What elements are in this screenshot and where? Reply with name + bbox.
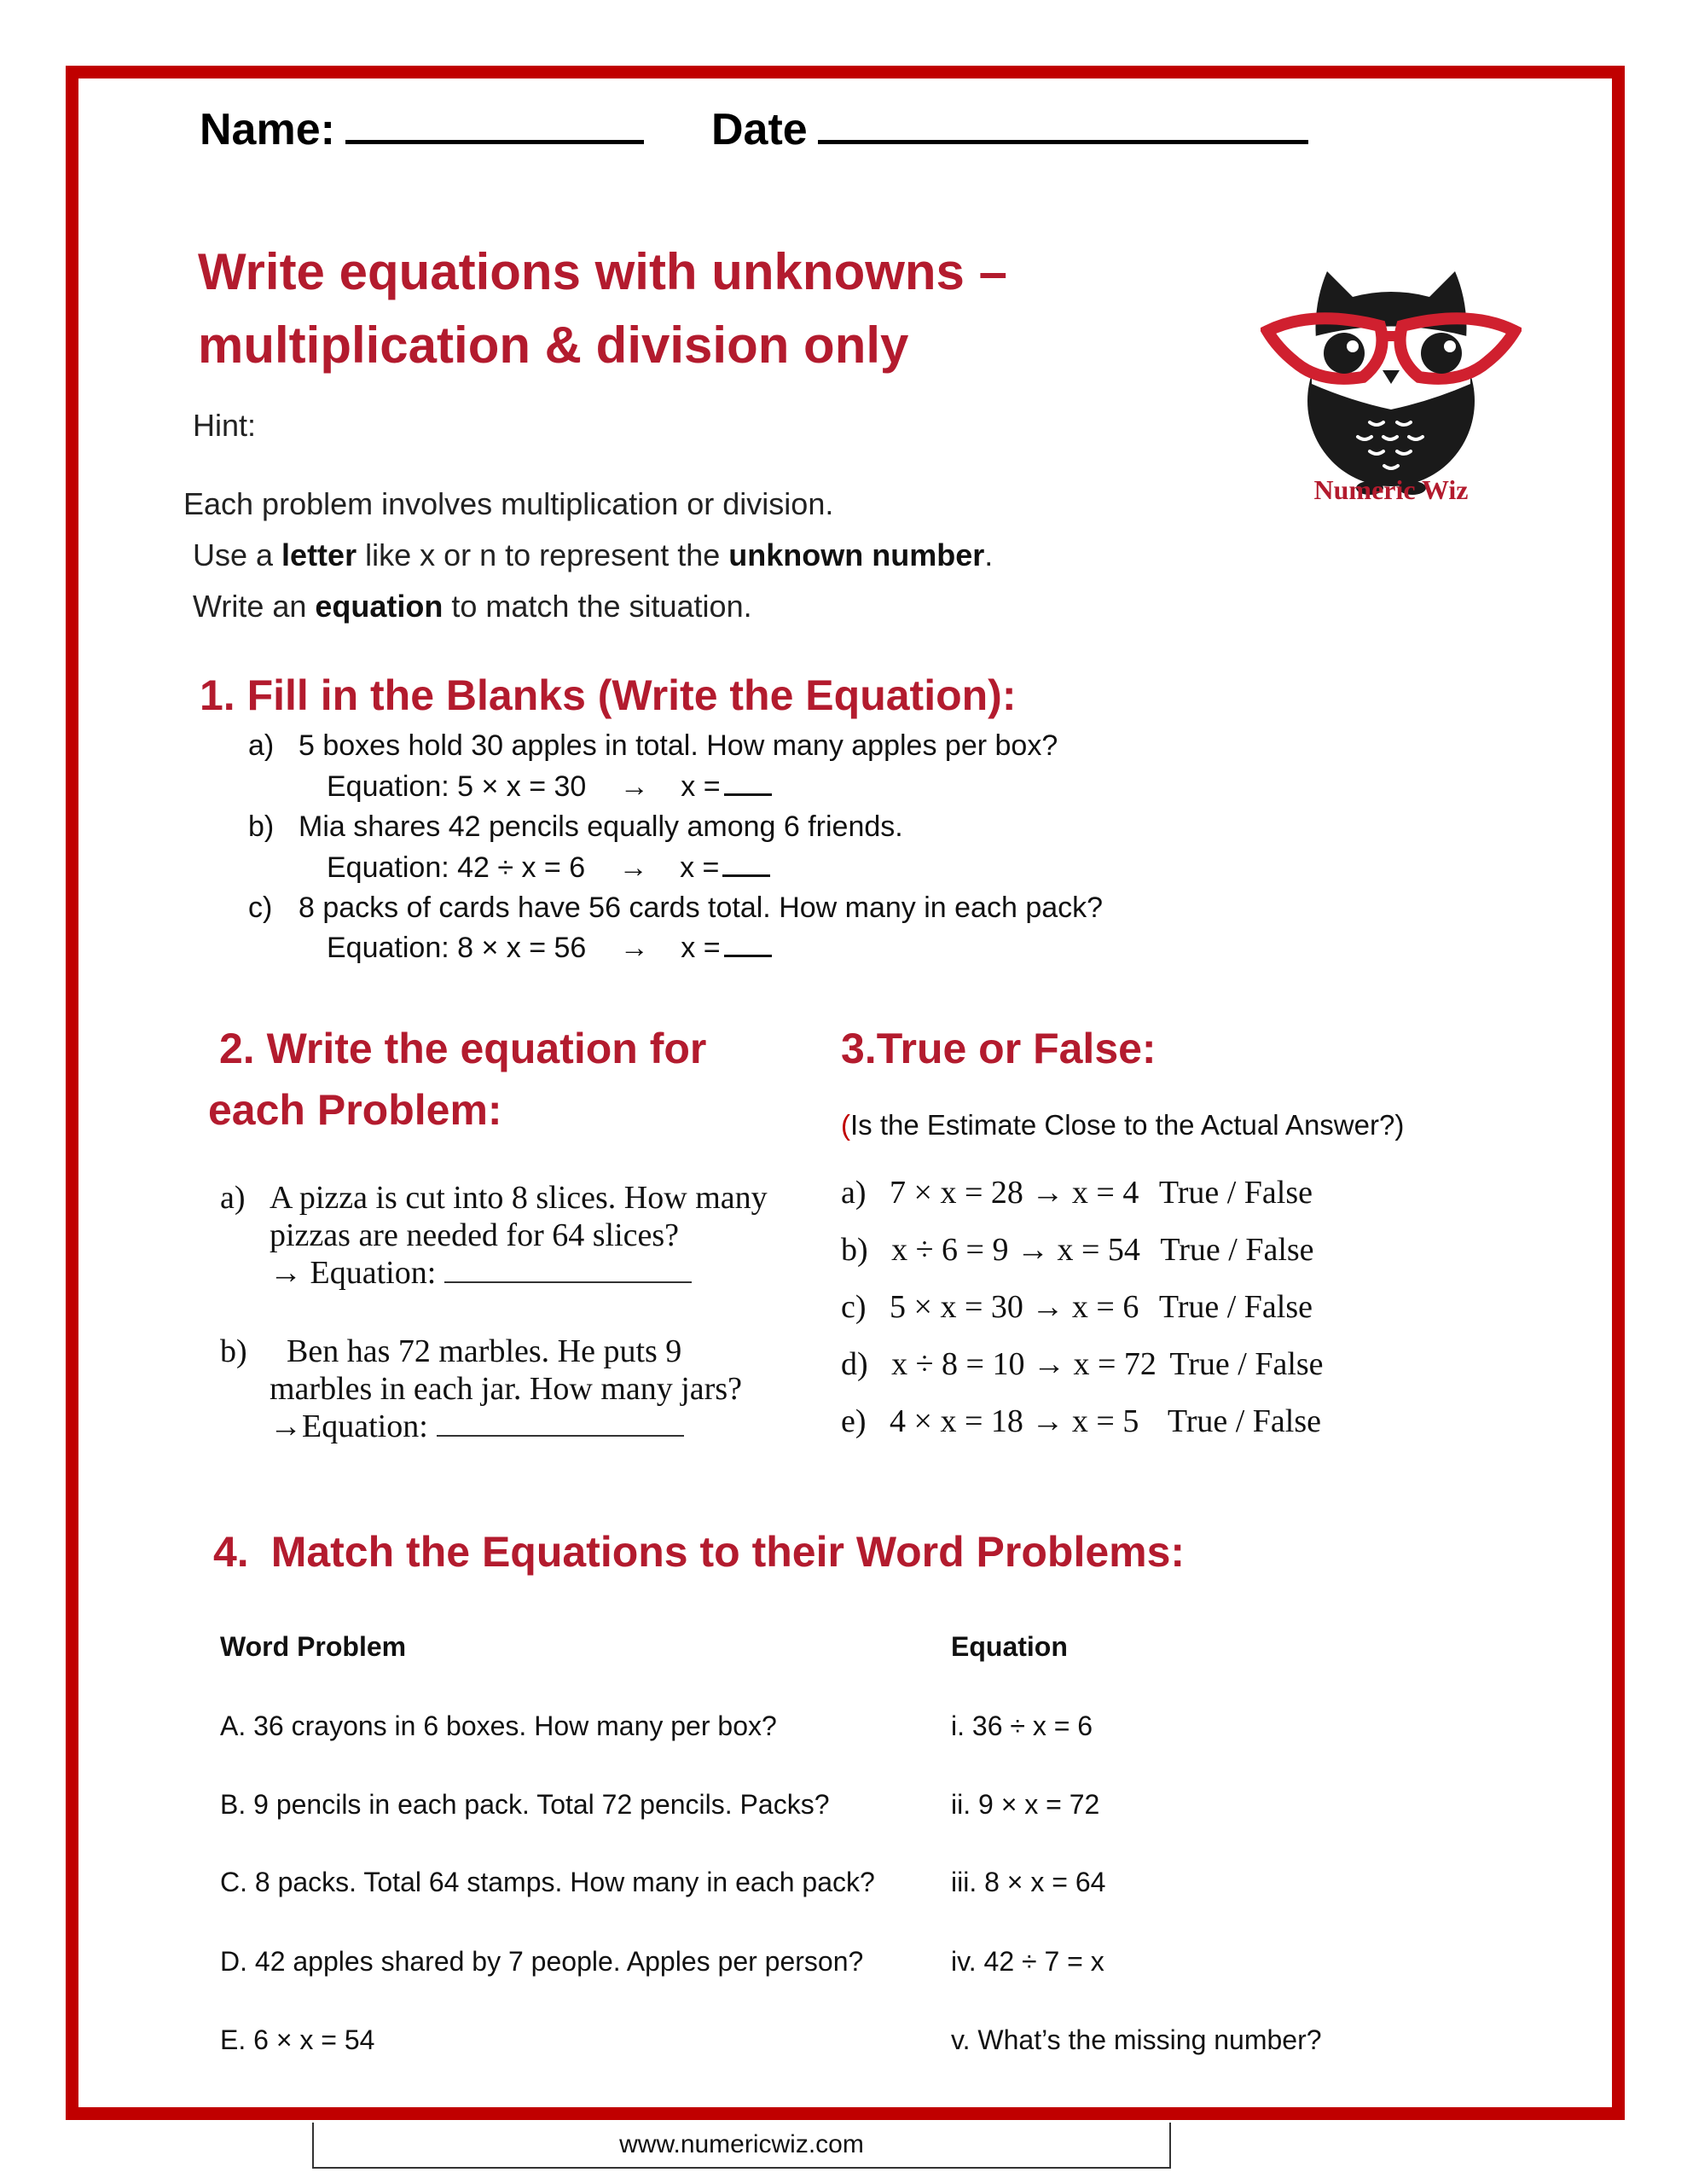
- arrow-right-icon: →: [619, 932, 649, 964]
- section-1-heading: 1. Fill in the Blanks (Write the Equation):: [200, 671, 1017, 719]
- s2-item-a-line-2: pizzas are needed for 64 slices?: [270, 1217, 680, 1253]
- hint-emphasis-unknown: unknown number: [728, 537, 985, 572]
- s2-item-b-label: b): [220, 1333, 247, 1369]
- item-label: a): [841, 1175, 867, 1211]
- s3-item-b: [841, 1231, 1314, 1269]
- equation-answer-line[interactable]: [437, 1409, 684, 1437]
- hint-line-1: Each problem involves multiplication or division.: [183, 486, 834, 521]
- owl-with-red-glasses-icon: [1261, 256, 1522, 512]
- title-line-2: multiplication & division only: [198, 317, 909, 374]
- match-problem-b[interactable]: B. 9 pencils in each pack. Total 72 pencils. Packs?: [220, 1789, 830, 1820]
- s1-item-b-equation: [327, 851, 770, 885]
- section-4-heading: [213, 1527, 1185, 1577]
- hint-line-3: [193, 589, 752, 624]
- s2-item-a-line-1: A pizza is cut into 8 slices. How many: [270, 1180, 768, 1216]
- s1-item-b-label: b): [248, 810, 275, 843]
- item-statement: 4 × x = 18 → x = 5: [890, 1403, 1139, 1439]
- item-statement: 5 × x = 30 → x = 6: [890, 1289, 1139, 1325]
- hint-text: Use a: [193, 537, 282, 572]
- section-2-heading-line-2: each Problem:: [208, 1086, 502, 1134]
- subtitle-open-paren: (: [841, 1109, 850, 1141]
- s1-item-c-question: 8 packs of cards have 56 cards total. How many in each pack?: [299, 892, 1104, 924]
- item-label: e): [841, 1403, 867, 1439]
- s1-item-c-equation: [327, 932, 772, 965]
- date-blank-line[interactable]: [818, 133, 1308, 144]
- match-problem-a[interactable]: A. 36 crayons in 6 boxes. How many per box?: [220, 1711, 777, 1741]
- arrow-right-icon: →: [619, 770, 649, 803]
- s2-item-b: [270, 1333, 742, 1445]
- hint-text: to match the situation.: [443, 589, 752, 624]
- s1-item-a-label: a): [248, 729, 275, 762]
- s2-item-a-label: a): [220, 1180, 246, 1216]
- true-false-choice[interactable]: True / False: [1167, 1403, 1321, 1439]
- item-statement: 7 × x = 28 → x = 4: [890, 1175, 1139, 1211]
- match-equation-v[interactable]: v. What’s the missing number?: [951, 2024, 1322, 2055]
- answer-blank[interactable]: [722, 852, 770, 877]
- equation-text: Equation: 5 × x = 30: [327, 770, 587, 803]
- equation-label: →Equation:: [270, 1409, 428, 1444]
- name-field[interactable]: [200, 104, 644, 155]
- answer-prefix: x =: [680, 851, 720, 884]
- hint-line-2: [193, 537, 993, 573]
- arrow-right-icon: →: [618, 851, 648, 884]
- match-problem-e[interactable]: E. 6 × x = 54: [220, 2024, 375, 2055]
- brand-name: Numeric Wiz: [1313, 474, 1469, 505]
- true-false-choice[interactable]: True / False: [1158, 1289, 1313, 1325]
- subtitle-text: Is the Estimate Close to the Actual Answer?): [850, 1109, 1405, 1141]
- s2-item-a-equation-row: [270, 1254, 768, 1292]
- section-2-heading-line-1: 2. Write the equation for: [219, 1025, 707, 1072]
- hint-emphasis-equation: equation: [315, 589, 443, 624]
- answer-prefix: x =: [681, 770, 721, 803]
- section-4-title: Match the Equations to their Word Problems:: [270, 1528, 1186, 1576]
- match-equation-ii[interactable]: ii. 9 × x = 72: [951, 1789, 1100, 1820]
- item-label: c): [841, 1289, 867, 1325]
- s2-item-a: [270, 1179, 768, 1292]
- answer-blank[interactable]: [724, 932, 772, 957]
- match-problem-d[interactable]: D. 42 apples shared by 7 people. Apples per person?: [220, 1946, 864, 1977]
- hint-emphasis-letter: letter: [281, 537, 357, 572]
- s1-item-b-question: Mia shares 42 pencils equally among 6 friends.: [299, 810, 903, 843]
- match-equation-iv[interactable]: iv. 42 ÷ 7 = x: [951, 1946, 1104, 1977]
- s2-item-b-line-2: marbles in each jar. How many jars?: [270, 1371, 742, 1407]
- item-label: d): [841, 1346, 868, 1382]
- answer-blank[interactable]: [724, 771, 772, 796]
- name-label: Name:: [200, 105, 335, 154]
- s3-item-e: [841, 1403, 1321, 1440]
- hint-text: .: [984, 537, 994, 572]
- s2-item-b-line-1: Ben has 72 marbles. He puts 9: [287, 1333, 682, 1369]
- equation-label: → Equation:: [270, 1255, 437, 1291]
- answer-prefix: x =: [681, 932, 721, 964]
- s1-item-c-label: c): [248, 892, 273, 924]
- page-title: [198, 235, 1007, 382]
- true-false-choice[interactable]: True / False: [1160, 1232, 1314, 1268]
- item-statement: x ÷ 6 = 9 → x = 54: [891, 1232, 1140, 1268]
- title-line-1: Write equations with unknowns –: [198, 243, 1007, 300]
- s3-item-a: [841, 1174, 1313, 1211]
- column-header-word-problem: Word Problem: [220, 1631, 407, 1662]
- section-4-number: 4.: [213, 1528, 249, 1576]
- footer-url[interactable]: www.numericwiz.com: [619, 2130, 864, 2158]
- item-label: b): [841, 1232, 868, 1268]
- numeric-wiz-logo: [1261, 256, 1522, 512]
- footer-url-box: [312, 2123, 1171, 2169]
- true-false-choice[interactable]: True / False: [1169, 1346, 1324, 1382]
- hint-text: like x or n to represent the: [357, 537, 729, 572]
- hint-label: Hint:: [193, 408, 257, 443]
- hint-text: Write an: [193, 589, 316, 624]
- match-problem-c[interactable]: C. 8 packs. Total 64 stamps. How many in each pack?: [220, 1867, 875, 1897]
- item-statement: x ÷ 8 = 10 → x = 72: [891, 1346, 1157, 1382]
- match-equation-i[interactable]: i. 36 ÷ x = 6: [951, 1711, 1093, 1741]
- date-field[interactable]: [711, 104, 1308, 155]
- equation-answer-line[interactable]: [444, 1256, 692, 1283]
- match-equation-iii[interactable]: iii. 8 × x = 64: [951, 1867, 1106, 1897]
- s1-item-a-equation: [327, 770, 772, 804]
- s3-item-c: [841, 1288, 1313, 1326]
- name-blank-line[interactable]: [345, 133, 644, 144]
- equation-text: Equation: 8 × x = 56: [327, 932, 587, 964]
- s2-item-b-equation-row: [270, 1408, 742, 1445]
- true-false-choice[interactable]: True / False: [1158, 1175, 1313, 1211]
- section-3-heading: 3.True or False:: [841, 1025, 1157, 1072]
- s3-item-d: [841, 1345, 1324, 1383]
- date-label: Date: [711, 105, 808, 154]
- s1-item-a-question: 5 boxes hold 30 apples in total. How many apples per box?: [299, 729, 1058, 762]
- section-3-subtitle: [841, 1109, 1404, 1141]
- equation-text: Equation: 42 ÷ x = 6: [327, 851, 586, 884]
- column-header-equation: Equation: [951, 1631, 1068, 1662]
